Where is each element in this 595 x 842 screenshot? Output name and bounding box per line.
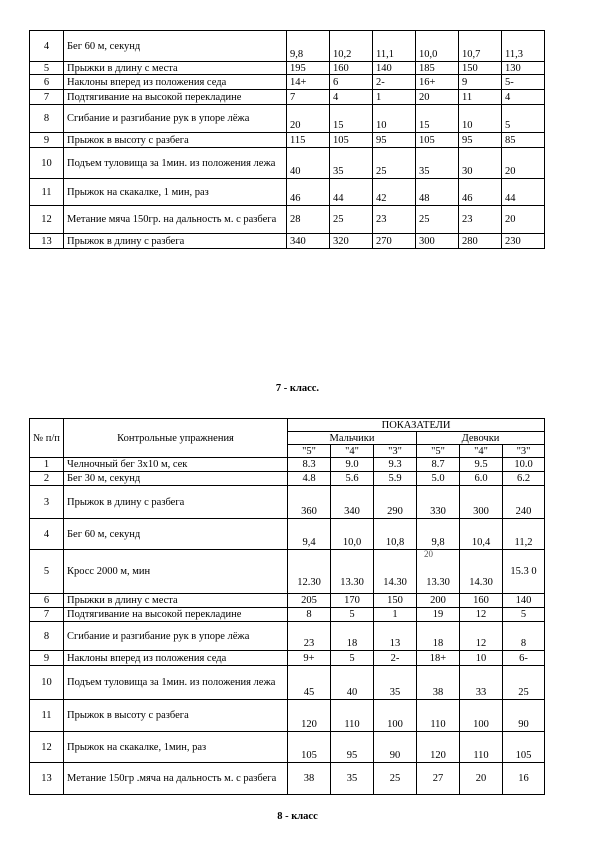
value-cell: 10 [459, 105, 502, 133]
grade-header: "3" [374, 445, 417, 458]
value-cell: 25 [330, 206, 373, 234]
table-grade7 [29, 418, 545, 795]
table-row [30, 31, 545, 62]
exercise-name: Подъем туловища за 1мин. из положения лежа [64, 148, 287, 179]
value-cell: 15.3 0 [503, 550, 545, 594]
grade-header: "4" [460, 445, 503, 458]
exercise-name: Прыжок в длину с разбега [64, 486, 288, 519]
value-cell: 9.0 [331, 458, 374, 472]
exercise-name: Прыжок на скакалке, 1мин, раз [64, 732, 288, 763]
value-cell: 120 [417, 732, 460, 763]
value-cell: 90 [503, 700, 545, 732]
exercise-name: Бег 60 м, секунд [64, 31, 287, 62]
table-row [30, 133, 545, 148]
exercise-name: Подтягивание на высокой перекладине [64, 608, 288, 622]
value-cell: 270 [373, 234, 416, 249]
value-cell: 105 [503, 732, 545, 763]
value-cell: 6- [503, 651, 545, 666]
value-cell: 27 [417, 763, 460, 795]
value-cell: 18 [417, 622, 460, 651]
row-number: 11 [30, 179, 64, 206]
exercise-name: Сгибание и разгибание рук в упоре лёжа [64, 105, 287, 133]
value-cell: 38 [288, 763, 331, 795]
value-cell: 4.8 [288, 472, 331, 486]
value-cell: 6 [330, 75, 373, 90]
row-number: 12 [30, 206, 64, 234]
value-cell: 11,1 [373, 31, 416, 62]
value-cell: 18+ [417, 651, 460, 666]
value-cell: 240 [503, 486, 545, 519]
exercise-name: Прыжки в длину с места [64, 62, 287, 75]
value-cell: 13.30 [331, 550, 374, 594]
value-cell: 45 [288, 666, 331, 700]
value-cell: 185 [416, 62, 459, 75]
value-cell: 23 [288, 622, 331, 651]
table-row [30, 75, 545, 90]
value-cell: 150 [459, 62, 502, 75]
value-cell: 160 [460, 594, 503, 608]
value-cell: 48 [416, 179, 459, 206]
value-cell: 7 [287, 90, 330, 105]
value-cell: 160 [330, 62, 373, 75]
value-cell: 14.30 [374, 550, 417, 594]
value-cell: 9,4 [288, 519, 331, 550]
value-cell: 10,2 [330, 31, 373, 62]
value-cell: 280 [459, 234, 502, 249]
row-number: 1 [30, 458, 64, 472]
value-cell: 13.30 [417, 550, 460, 594]
exercise-name: Прыжки в длину с места [64, 594, 288, 608]
grade-header: "5" [288, 445, 331, 458]
value-cell: 4 [330, 90, 373, 105]
value-cell: 44 [330, 179, 373, 206]
table-row [30, 179, 545, 206]
value-cell: 10,0 [416, 31, 459, 62]
value-cell: 33 [460, 666, 503, 700]
table-row [30, 148, 545, 179]
exercise-name: Прыжок в высоту с разбега [64, 133, 287, 148]
value-cell: 12.30 [288, 550, 331, 594]
value-cell: 5.0 [417, 472, 460, 486]
value-cell: 16+ [416, 75, 459, 90]
value-cell: 115 [287, 133, 330, 148]
table-row [30, 90, 545, 105]
value-cell: 2- [373, 75, 416, 90]
value-cell: 9.3 [374, 458, 417, 472]
exercise-name: Сгибание и разгибание рук в упоре лёжа [64, 622, 288, 651]
value-cell: 5 [331, 608, 374, 622]
row-number: 13 [30, 763, 64, 795]
value-cell: 8 [503, 622, 545, 651]
column-header-exercise: Контрольные упражнения [64, 419, 288, 458]
value-cell: 25 [503, 666, 545, 700]
value-cell: 40 [287, 148, 330, 179]
row-number: 7 [30, 90, 64, 105]
value-cell: 20 [416, 90, 459, 105]
table-row [30, 622, 545, 651]
value-cell: 140 [373, 62, 416, 75]
grade-header: "5" [417, 445, 460, 458]
exercise-name: Бег 30 м, секунд [64, 472, 288, 486]
table-row [30, 206, 545, 234]
value-cell: 10,0 [331, 519, 374, 550]
value-cell: 12 [460, 608, 503, 622]
exercise-name: Наклоны вперед из положения седа [64, 651, 288, 666]
value-cell: 20 [460, 763, 503, 795]
exercise-name: Прыжок на скакалке, 1 мин, раз [64, 179, 287, 206]
value-cell: 8.7 [417, 458, 460, 472]
value-cell: 360 [288, 486, 331, 519]
exercise-name: Метание мяча 150гр. на дальность м. с разбега [64, 206, 287, 234]
value-cell: 205 [288, 594, 331, 608]
value-cell: 14+ [287, 75, 330, 90]
table-row [30, 732, 545, 763]
column-header-indicators: ПОКАЗАТЕЛИ [288, 419, 545, 432]
value-cell: 38 [417, 666, 460, 700]
value-cell: 100 [460, 700, 503, 732]
value-cell: 6.2 [503, 472, 545, 486]
exercise-name: Наклоны вперед из положения седа [64, 75, 287, 90]
value-cell: 10 [460, 651, 503, 666]
row-number: 4 [30, 31, 64, 62]
value-cell: 95 [373, 133, 416, 148]
value-cell: 9,8 [417, 519, 460, 550]
table-row [30, 105, 545, 133]
value-cell: 6.0 [460, 472, 503, 486]
value-cell: 18 [331, 622, 374, 651]
value-cell: 320 [330, 234, 373, 249]
value-cell: 4 [502, 90, 545, 105]
value-cell: 105 [288, 732, 331, 763]
exercise-name: Метание 150гр .мяча на дальность м. с разбега [64, 763, 288, 795]
value-cell: 90 [374, 732, 417, 763]
value-cell: 10 [373, 105, 416, 133]
value-cell: 46 [287, 179, 330, 206]
row-number: 10 [30, 148, 64, 179]
value-cell: 11 [459, 90, 502, 105]
value-cell: 40 [331, 666, 374, 700]
value-cell: 44 [502, 179, 545, 206]
table-row [30, 763, 545, 795]
value-cell: 5 [502, 105, 545, 133]
value-cell: 300 [460, 486, 503, 519]
exercise-name: Кросс 2000 м, мин [64, 550, 288, 594]
column-header-number: № п/п [30, 419, 64, 458]
row-number: 6 [30, 75, 64, 90]
table-row [30, 234, 545, 249]
value-cell: 1 [374, 608, 417, 622]
row-number: 11 [30, 700, 64, 732]
page-number: 20 [424, 549, 433, 559]
value-cell: 300 [416, 234, 459, 249]
grade-header: "4" [331, 445, 374, 458]
value-cell: 13 [374, 622, 417, 651]
value-cell: 42 [373, 179, 416, 206]
table-row [30, 608, 545, 622]
value-cell: 46 [459, 179, 502, 206]
value-cell: 100 [374, 700, 417, 732]
value-cell: 195 [287, 62, 330, 75]
column-header-girls: Девочки [417, 432, 545, 445]
value-cell: 35 [374, 666, 417, 700]
value-cell: 25 [373, 148, 416, 179]
value-cell: 20 [502, 206, 545, 234]
exercise-name: Бег 60 м, секунд [64, 519, 288, 550]
value-cell: 140 [503, 594, 545, 608]
row-number: 4 [30, 519, 64, 550]
grade7-heading: 7 - класс. [275, 383, 320, 394]
value-cell: 290 [374, 486, 417, 519]
row-number: 12 [30, 732, 64, 763]
value-cell: 11,3 [502, 31, 545, 62]
value-cell: 10,8 [374, 519, 417, 550]
value-cell: 110 [417, 700, 460, 732]
value-cell: 2- [374, 651, 417, 666]
value-cell: 5 [503, 608, 545, 622]
value-cell: 8 [288, 608, 331, 622]
value-cell: 11,2 [503, 519, 545, 550]
value-cell: 130 [502, 62, 545, 75]
value-cell: 25 [416, 206, 459, 234]
value-cell: 9+ [288, 651, 331, 666]
table-row [30, 666, 545, 700]
value-cell: 230 [502, 234, 545, 249]
value-cell: 19 [417, 608, 460, 622]
row-number: 3 [30, 486, 64, 519]
row-number: 9 [30, 651, 64, 666]
row-number: 10 [30, 666, 64, 700]
value-cell: 35 [331, 763, 374, 795]
value-cell: 105 [330, 133, 373, 148]
value-cell: 330 [417, 486, 460, 519]
value-cell: 95 [331, 732, 374, 763]
grade-header: "3" [503, 445, 545, 458]
grade8-heading: 8 - класс [277, 811, 318, 822]
value-cell: 23 [459, 206, 502, 234]
value-cell: 110 [331, 700, 374, 732]
value-cell: 340 [287, 234, 330, 249]
row-number: 2 [30, 472, 64, 486]
value-cell: 9 [459, 75, 502, 90]
row-number: 13 [30, 234, 64, 249]
row-number: 8 [30, 105, 64, 133]
table-row [30, 550, 545, 594]
value-cell: 23 [373, 206, 416, 234]
table-row [30, 458, 545, 472]
value-cell: 28 [287, 206, 330, 234]
value-cell: 16 [503, 763, 545, 795]
row-number: 5 [30, 550, 64, 594]
table-row [30, 486, 545, 519]
table-grade6-continued [29, 30, 545, 249]
value-cell: 9.5 [460, 458, 503, 472]
header-row [30, 419, 545, 432]
value-cell: 9,8 [287, 31, 330, 62]
exercise-name: Подъем туловища за 1мин. из положения лежа [64, 666, 288, 700]
row-number: 8 [30, 622, 64, 651]
value-cell: 5.9 [374, 472, 417, 486]
row-number: 6 [30, 594, 64, 608]
value-cell: 10,4 [460, 519, 503, 550]
value-cell: 20 [287, 105, 330, 133]
value-cell: 20 [502, 148, 545, 179]
exercise-name: Подтягивание на высокой перекладине [64, 90, 287, 105]
value-cell: 35 [330, 148, 373, 179]
value-cell: 14.30 [460, 550, 503, 594]
value-cell: 5- [502, 75, 545, 90]
table-row [30, 700, 545, 732]
exercise-name: Челночный бег 3х10 м, сек [64, 458, 288, 472]
value-cell: 95 [459, 133, 502, 148]
value-cell: 85 [502, 133, 545, 148]
value-cell: 12 [460, 622, 503, 651]
value-cell: 120 [288, 700, 331, 732]
value-cell: 15 [416, 105, 459, 133]
value-cell: 1 [373, 90, 416, 105]
value-cell: 10.0 [503, 458, 545, 472]
value-cell: 30 [459, 148, 502, 179]
value-cell: 110 [460, 732, 503, 763]
exercise-name: Прыжок в высоту с разбега [64, 700, 288, 732]
table-row [30, 519, 545, 550]
value-cell: 15 [330, 105, 373, 133]
row-number: 9 [30, 133, 64, 148]
row-number: 5 [30, 62, 64, 75]
value-cell: 200 [417, 594, 460, 608]
value-cell: 170 [331, 594, 374, 608]
value-cell: 10,7 [459, 31, 502, 62]
value-cell: 5.6 [331, 472, 374, 486]
value-cell: 8.3 [288, 458, 331, 472]
table-row [30, 651, 545, 666]
value-cell: 340 [331, 486, 374, 519]
table-row [30, 594, 545, 608]
value-cell: 35 [416, 148, 459, 179]
value-cell: 105 [416, 133, 459, 148]
exercise-name: Прыжок в длину с разбега [64, 234, 287, 249]
row-number: 7 [30, 608, 64, 622]
value-cell: 150 [374, 594, 417, 608]
table-row [30, 62, 545, 75]
value-cell: 25 [374, 763, 417, 795]
table-row [30, 472, 545, 486]
column-header-boys: Мальчики [288, 432, 417, 445]
value-cell: 5 [331, 651, 374, 666]
